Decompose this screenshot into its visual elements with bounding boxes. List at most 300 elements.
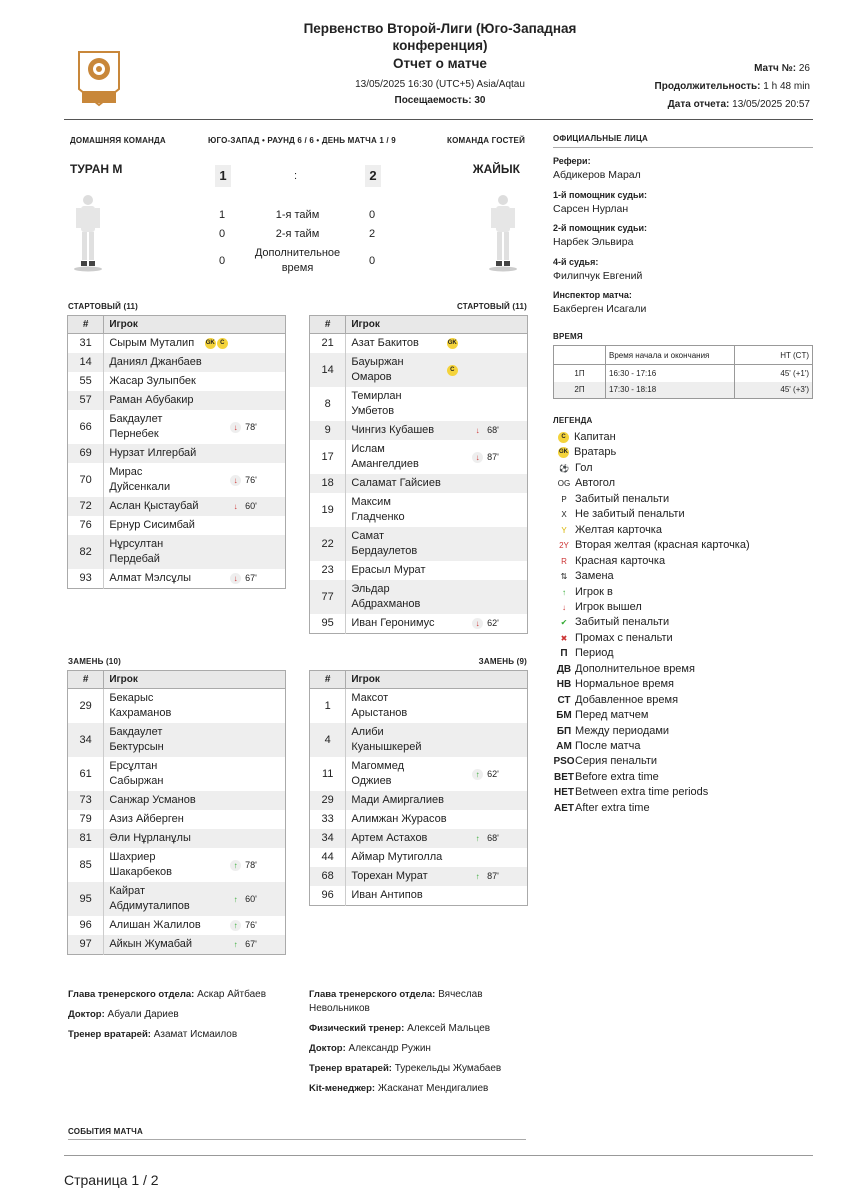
player-number: 29: [310, 791, 346, 810]
player-number: 73: [68, 791, 104, 810]
event-minute: [487, 848, 527, 867]
officials-title: ОФИЦИАЛЬНЫЕ ЛИЦА: [553, 134, 648, 143]
player-row: [68, 353, 286, 372]
staff-entry: [309, 1022, 529, 1036]
abbr-icon: PSO: [553, 756, 575, 768]
home-starting-table: [67, 315, 286, 589]
match-duration: Продолжительность: 1 h 48 min: [654, 81, 810, 92]
player-row: [310, 810, 528, 829]
player-badges: [205, 757, 245, 791]
staff-name: Аскар Айтбаев: [197, 989, 267, 1000]
legend-item: [553, 662, 695, 677]
staff-name: Турекельды Жумабаев: [394, 1063, 502, 1074]
player-name: Иван Геронимус: [351, 617, 435, 629]
event-minute: [245, 791, 285, 810]
player-number: 17: [310, 440, 346, 474]
player-badges: [447, 493, 487, 527]
player-number: 66: [68, 410, 104, 444]
event-minute: [245, 334, 285, 354]
player-name: Алимжан Журасов: [351, 813, 447, 825]
time-col-times: Время начала и окончания: [606, 346, 735, 365]
abbr-icon: БМ: [556, 710, 572, 722]
player-row: [310, 614, 528, 634]
event-minute: [245, 689, 285, 724]
player-badges: [205, 935, 245, 955]
sub-in-icon: ↑: [230, 920, 241, 931]
event-minute: [487, 689, 527, 724]
player-number: 1: [310, 689, 346, 724]
sub-out-icon: ↓: [230, 573, 241, 584]
sub-out-icon: ↓: [472, 618, 483, 629]
events-divider: [68, 1139, 526, 1140]
legend-item: [553, 585, 613, 600]
time-col-period: [554, 346, 606, 365]
period-away-score: 0: [368, 255, 376, 267]
legend-item: [553, 785, 708, 800]
period-label: 1-я тайм: [275, 209, 320, 221]
player-row: [310, 829, 528, 848]
player-number: 96: [310, 886, 346, 906]
player-row: [310, 689, 528, 724]
header-divider: [64, 119, 813, 120]
player-badges: [447, 387, 487, 421]
legend-label: Before extra time: [575, 770, 659, 783]
staff-role: Тренер вратарей:: [68, 1029, 151, 1040]
staff-entry: [309, 1082, 529, 1096]
player-name: Әли Нұрланұлы: [104, 829, 205, 848]
legend-label: After extra time: [575, 801, 650, 814]
footer-divider: [64, 1155, 813, 1156]
legend-label: Забитый пенальти: [575, 616, 670, 629]
official-role: Инспектор матча:: [553, 290, 632, 300]
legend-item: [553, 430, 616, 445]
staff-role: Физический тренер:: [309, 1023, 405, 1034]
page-number: Страница 1 / 2: [64, 1172, 159, 1188]
event-minute: [487, 527, 527, 561]
away-kit-icon: [487, 192, 519, 277]
staff-name: Вячеслав Невольников: [309, 989, 483, 1014]
event-minute: 87': [487, 867, 527, 886]
event-minute: 78': [245, 421, 257, 432]
away-subs-table: [309, 670, 528, 906]
substitution-icon: ⇅: [560, 572, 568, 582]
time-period: 2П: [554, 382, 606, 399]
player-badges: [447, 561, 487, 580]
player-name: Эльдар Абдрахманов: [346, 580, 447, 614]
player-name: Мирас Дуйсенкали: [109, 466, 171, 493]
staff-name: Абуали Дариев: [107, 1009, 179, 1020]
player-badges: [447, 848, 487, 867]
event-minute: [487, 810, 527, 829]
col-number-header: #: [68, 671, 104, 689]
player-row: [310, 334, 528, 354]
time-range: 17:30 - 18:18: [606, 382, 735, 399]
player-number: 31: [68, 334, 104, 354]
player-name: Санжар Усманов: [104, 791, 205, 810]
official-name: Абдикеров Марал: [553, 169, 641, 181]
col-number-header: #: [68, 316, 104, 334]
player-badges: [205, 410, 245, 444]
player-number: 69: [68, 444, 104, 463]
player-number: 14: [310, 353, 346, 387]
penalty-missed-icon: X: [561, 510, 567, 520]
player-row: [68, 497, 286, 516]
second-yellow-icon: 2Y: [559, 541, 569, 551]
event-minute: [487, 561, 527, 580]
player-number: 77: [310, 580, 346, 614]
player-name: Даниял Джанбаев: [104, 353, 205, 372]
home-kit-icon: [72, 192, 104, 277]
player-number: 95: [310, 614, 346, 634]
player-number: 22: [310, 527, 346, 561]
sub-in-icon: ↑: [472, 769, 483, 780]
sub-in-icon: ↑: [472, 871, 483, 882]
official-role: 1-й помощник судьи:: [553, 189, 648, 200]
player-number: 85: [68, 848, 104, 882]
official-entry: [553, 190, 813, 224]
player-name: Ернур Сисимбай: [109, 519, 195, 531]
legend-item: [553, 569, 614, 584]
player-number: 11: [310, 757, 346, 791]
legend-item: [553, 492, 669, 507]
official-entry: [553, 223, 813, 257]
legend-item: [553, 739, 640, 754]
legend-label: Нормальное время: [575, 678, 674, 691]
captain-icon: C: [558, 432, 569, 443]
event-minute: [245, 444, 285, 463]
event-minute: [245, 723, 285, 757]
player-name: Айкын Жумабай: [104, 935, 205, 955]
cross-icon: ✖: [560, 633, 568, 643]
away-team-name: ЖАЙЫК: [472, 162, 520, 176]
event-minute: 68': [487, 829, 527, 848]
legend-label: Игрок вышел: [575, 600, 642, 613]
home-score: 1: [215, 165, 231, 187]
time-table: [553, 345, 813, 399]
home-starting-label: СТАРТОВЫЙ (11): [68, 302, 139, 311]
legend-item: [553, 538, 750, 553]
legend-label: Промах с пенальти: [575, 631, 673, 644]
sub-in-icon: ↑: [230, 939, 241, 950]
player-name: Бауыржан Омаров: [346, 353, 447, 387]
legend-item: [553, 631, 673, 646]
sub-in-icon: ↑: [230, 860, 241, 871]
player-badges: [447, 353, 487, 387]
official-name: Бакберген Исагали: [553, 303, 647, 315]
event-minute: [487, 723, 527, 757]
event-minute: [245, 757, 285, 791]
player-badges: [205, 810, 245, 829]
legend-item: [553, 445, 616, 460]
player-badges: [447, 580, 487, 614]
abbr-icon: ДВ: [556, 663, 572, 675]
period-home-score: 1: [218, 209, 226, 221]
home-subs-label: ЗАМЕНЬ (10): [68, 657, 121, 666]
event-minute: [245, 829, 285, 848]
event-minute: 68': [487, 421, 527, 440]
own-goal-icon: OG: [557, 479, 571, 489]
period-label: 2-я тайм: [275, 228, 320, 240]
time-title: ВРЕМЯ: [553, 332, 583, 341]
player-badges: [447, 886, 487, 906]
player-row: [68, 935, 286, 955]
legend-item: [553, 600, 642, 615]
event-minute: [487, 580, 527, 614]
player-number: 34: [68, 723, 104, 757]
player-name: Аслан Қыстаубай: [104, 497, 205, 516]
staff-role: Глава тренерского отдела:: [68, 989, 195, 1000]
player-name: Мади Амиргалиев: [346, 791, 447, 810]
yellow-card-icon: Y: [561, 525, 567, 535]
official-role: 2-й помощник судьи:: [553, 223, 648, 233]
event-minute: 62': [487, 618, 499, 628]
legend-item: [553, 461, 593, 476]
staff-role: Тренер вратарей:: [309, 1063, 392, 1074]
player-row: [68, 723, 286, 757]
legend-label: Гол: [575, 461, 593, 474]
legend-item: [553, 724, 669, 739]
player-number: 76: [68, 516, 104, 535]
staff-entry: [68, 988, 298, 1002]
player-name: Бакдаулет Пернебек: [109, 413, 163, 440]
legend-item: [553, 507, 685, 522]
captain-icon: C: [217, 338, 228, 349]
period-home-score: 0: [218, 255, 226, 267]
player-badges: [447, 440, 487, 474]
event-minute: 87': [487, 451, 499, 462]
player-badges: [205, 689, 245, 724]
official-entry: [553, 257, 813, 291]
player-number: 70: [68, 463, 104, 497]
legend-label: Период: [575, 647, 614, 660]
player-name: Самат Бердаулетов: [346, 527, 447, 561]
player-badges: [205, 829, 245, 848]
player-badges: [205, 372, 245, 391]
player-name: Жасар Зулыпбек: [109, 375, 196, 387]
col-number-header: #: [310, 316, 346, 334]
period-home-score: 0: [218, 228, 226, 240]
player-name: Максим Гладченко: [351, 496, 405, 523]
score-separator: :: [294, 170, 298, 182]
player-number: 29: [68, 689, 104, 724]
player-name: Ислам Амангелдиев: [351, 443, 419, 470]
player-badges: [447, 867, 487, 886]
player-badges: [447, 614, 487, 634]
home-staff-list: [68, 988, 298, 1048]
event-minute: 76': [245, 474, 257, 485]
league-logo: [74, 49, 124, 107]
official-role: Рефери:: [553, 156, 591, 166]
player-number: 95: [68, 882, 104, 916]
player-row: [310, 440, 528, 474]
event-minute: 60': [245, 882, 285, 916]
col-number-header: #: [310, 671, 346, 689]
staff-name: Алексей Мальцев: [407, 1023, 491, 1034]
event-minute: 78': [245, 859, 257, 870]
player-badges: [205, 535, 245, 569]
player-row: [68, 848, 286, 882]
staff-entry: [309, 988, 529, 1016]
player-number: 21: [310, 334, 346, 354]
player-badges: [205, 848, 245, 882]
player-name: Азиз Айберген: [109, 813, 184, 825]
period-label: Дополнительное время: [254, 247, 341, 274]
home-subs-table: [67, 670, 286, 955]
player-badges: [447, 829, 487, 848]
penalty-goal-icon: P: [561, 494, 567, 504]
official-name: Нарбек Эльвира: [553, 236, 634, 248]
away-staff-list: [309, 988, 529, 1102]
legend-label: Автогол: [575, 477, 616, 490]
player-row: [310, 493, 528, 527]
player-row: [310, 561, 528, 580]
player-row: [310, 387, 528, 421]
legend-item: [553, 754, 657, 769]
player-badges: [205, 497, 245, 516]
abbr-icon: HET: [554, 787, 574, 799]
away-starting-label: СТАРТОВЫЙ (11): [456, 302, 527, 311]
event-minute: [487, 493, 527, 527]
player-badges: [447, 474, 487, 493]
event-minute: [245, 353, 285, 372]
event-minute: 67': [245, 935, 285, 955]
player-name: Шахриер Шакарбеков: [109, 851, 173, 878]
official-name: Сарсен Нурлан: [553, 202, 629, 215]
player-number: 18: [310, 474, 346, 493]
goalkeeper-icon: GK: [205, 338, 216, 349]
player-badges: [447, 527, 487, 561]
player-number: 14: [68, 353, 104, 372]
player-name: Алмат Мэлсұлы: [109, 572, 192, 584]
player-number: 23: [310, 561, 346, 580]
time-range: 16:30 - 17:16: [606, 365, 735, 382]
event-minute: [487, 791, 527, 810]
player-number: 61: [68, 757, 104, 791]
player-number: 33: [310, 810, 346, 829]
sub-in-icon: ↑: [472, 833, 483, 844]
legend-label: Капитан: [574, 431, 616, 443]
player-number: 96: [68, 916, 104, 935]
period-away-score: 0: [368, 209, 376, 221]
official-entry: [553, 290, 813, 324]
match-events-title: СОБЫТИЯ МАТЧА: [68, 1127, 143, 1136]
player-name: Нұрсултан Пердебай: [104, 535, 205, 569]
home-team-label: ДОМАШНЯЯ КОМАНДА: [70, 136, 166, 145]
player-badges: [447, 689, 487, 724]
time-ht: 45' (+3'): [735, 382, 813, 399]
event-minute: [487, 474, 527, 493]
player-number: 97: [68, 935, 104, 955]
event-minute: 67': [245, 573, 257, 583]
sub-out-icon: ↓: [230, 475, 241, 486]
player-name: Магоммед Оджиев: [351, 760, 405, 787]
event-minute: 76': [245, 920, 257, 930]
goalkeeper-icon: GK: [558, 447, 569, 458]
legend-label: Забитый пенальти: [575, 492, 670, 505]
player-badges: [205, 444, 245, 463]
legend-label: Не забитый пенальти: [575, 508, 685, 521]
player-badges: [447, 421, 487, 440]
legend-item: [553, 523, 662, 538]
event-minute: [245, 516, 285, 535]
player-badges: [205, 882, 245, 916]
legend-item: [553, 554, 665, 569]
time-period: 1П: [554, 365, 606, 382]
player-name: Чингиз Кубашев: [346, 421, 447, 440]
player-number: 9: [310, 421, 346, 440]
abbr-icon: БП: [556, 725, 572, 737]
staff-role: Kit-менеджер:: [309, 1083, 376, 1094]
event-minute: 62': [487, 768, 499, 779]
col-player-header: Игрок: [346, 316, 528, 334]
player-badges: [205, 516, 245, 535]
report-subtitle: Отчет о матче: [393, 56, 487, 71]
player-badges: [205, 723, 245, 757]
player-name: Кайрат Абдимуталипов: [104, 882, 205, 916]
player-name: Нурзат Илгербай: [104, 444, 205, 463]
legend-label: Вратарь: [574, 446, 617, 459]
player-row: [310, 353, 528, 387]
player-name: Саламат Гайсиев: [346, 474, 447, 493]
sub-in-icon: ↑: [230, 894, 241, 905]
legend-item: [553, 646, 614, 661]
player-row: [310, 474, 528, 493]
staff-entry: [68, 1028, 298, 1042]
abbr-icon: АМ: [556, 741, 572, 752]
player-badges: [447, 334, 487, 354]
player-number: 8: [310, 387, 346, 421]
legend-label: Перед матчем: [575, 709, 649, 722]
player-name: Сырым Муталип: [109, 337, 195, 349]
player-number: 93: [68, 569, 104, 589]
player-row: [68, 569, 286, 589]
player-row: [310, 848, 528, 867]
player-badges: [205, 463, 245, 497]
abbr-icon: НВ: [556, 679, 572, 691]
legend-item: [553, 770, 659, 785]
staff-entry: [309, 1062, 529, 1076]
legend-label: Between extra time periods: [575, 786, 709, 799]
legend-label: Добавленное время: [575, 693, 679, 706]
player-row: [310, 757, 528, 791]
player-name: Бакдаулет Бектурсын: [104, 723, 205, 757]
event-minute: [245, 391, 285, 410]
officials-list: [553, 156, 813, 324]
staff-role: Доктор:: [309, 1043, 346, 1054]
player-name: Раман Абубакир: [104, 391, 205, 410]
event-minute: [487, 886, 527, 906]
player-number: 34: [310, 829, 346, 848]
sub-out-icon: ↓: [472, 425, 483, 436]
player-number: 81: [68, 829, 104, 848]
player-number: 4: [310, 723, 346, 757]
player-badges: [205, 569, 245, 589]
event-minute: [245, 810, 285, 829]
legend-label: Дополнительное время: [575, 662, 695, 675]
player-name: Максот Арыстанов: [351, 692, 408, 719]
officials-divider: [553, 147, 813, 148]
sub-out-icon: ↓: [230, 422, 241, 433]
player-name: Азат Бакитов: [351, 337, 419, 349]
player-number: 44: [310, 848, 346, 867]
legend-label: Красная карточка: [575, 554, 666, 567]
player-badges: [205, 791, 245, 810]
round-info: ЮГО-ЗАПАД • РАУНД 6 / 6 • ДЕНЬ МАТЧА 1 / 9: [208, 136, 396, 145]
player-number: 57: [68, 391, 104, 410]
player-name: Ерасыл Мурат: [351, 564, 426, 576]
player-row: [310, 886, 528, 906]
player-row: [68, 391, 286, 410]
